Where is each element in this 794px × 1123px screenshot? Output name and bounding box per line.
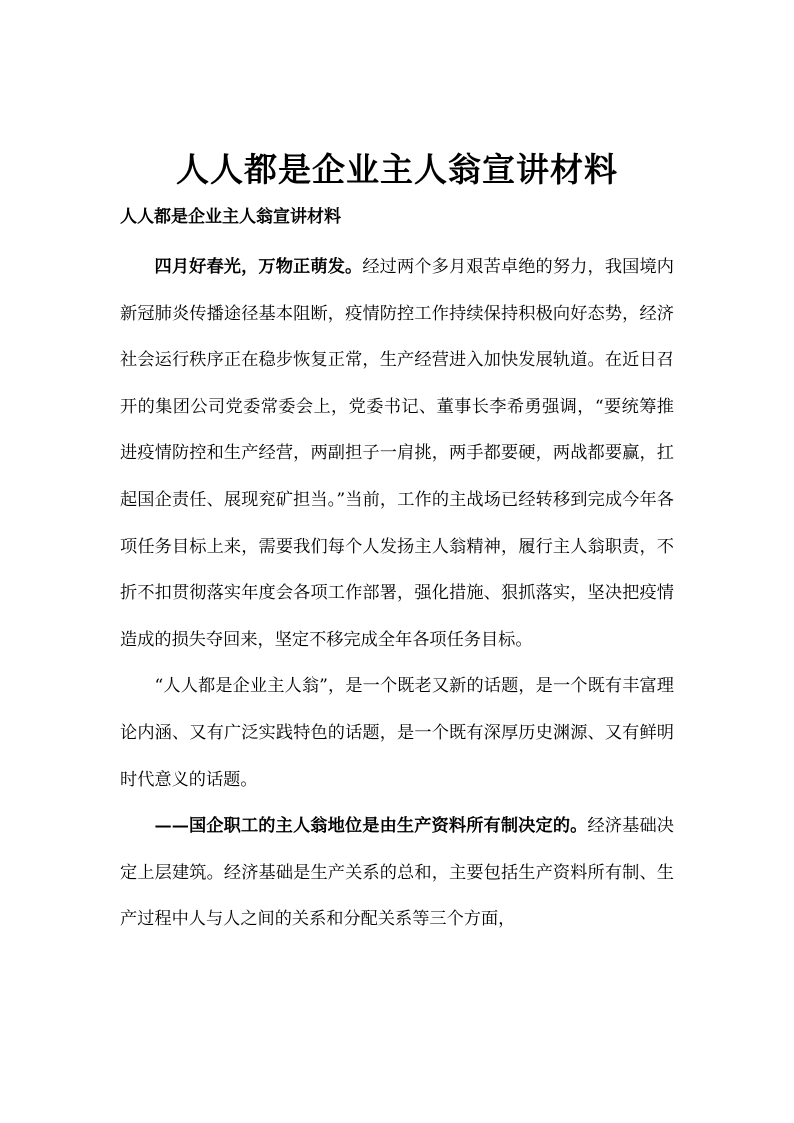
paragraph-3: [120, 803, 674, 943]
paragraph-2-text: “人人都是企业主人翁”，是一个既老又新的话题，是一个既有丰富理论内涵、又有广泛实践特色的话题，是一个既有深厚历史渊源、又有鲜明时代意义的话题。: [120, 676, 674, 790]
document-body: [120, 244, 674, 943]
paragraph-3-lead: ——国企职工的主人翁地位是由生产资料所有制决定的。: [154, 816, 588, 837]
paragraph-1-lead: 四月好春光，万物正萌发。: [154, 257, 363, 277]
document-subtitle: 人人都是企业主人翁宣讲材料: [120, 207, 341, 227]
paragraph-1-text: 经过两个多月艰苦卓绝的努力，我国境内新冠肺炎传播途径基本阻断，疫情防控工作持续保持积极向好态势，经济社会运行秩序正在稳步恢复正常，生产经营进入加快发展轨道。在近日召开的集团公司党委常委会上，党委书记、董事长李希勇强调，“要统筹推进疫情防控和生产经营，两副担子一肩挑，两手都要硬，两战都要赢，扛起国企责任、展现兖矿担当。”当前，工作的主战场已经转移到完成今年各项任务目标上来，需要我们每个人发扬主人翁精神，履行主人翁职责，不折不扣贯彻落实年度会各项工作部署，强化措施、狠抓落实，坚决把疫情造成的损失夺回来，坚定不移完成全年各项任务目标。: [120, 257, 674, 650]
paragraph-1: [120, 244, 674, 663]
paragraph-2: [120, 663, 674, 803]
document-title: 人人都是企业主人翁宣讲材料: [176, 150, 618, 189]
paragraph-3-text: 经济基础决定上层建筑。经济基础是生产关系的总和，主要包括生产资料所有制、生产过程中人与人之间的关系和分配关系等三个方面，: [120, 816, 674, 930]
